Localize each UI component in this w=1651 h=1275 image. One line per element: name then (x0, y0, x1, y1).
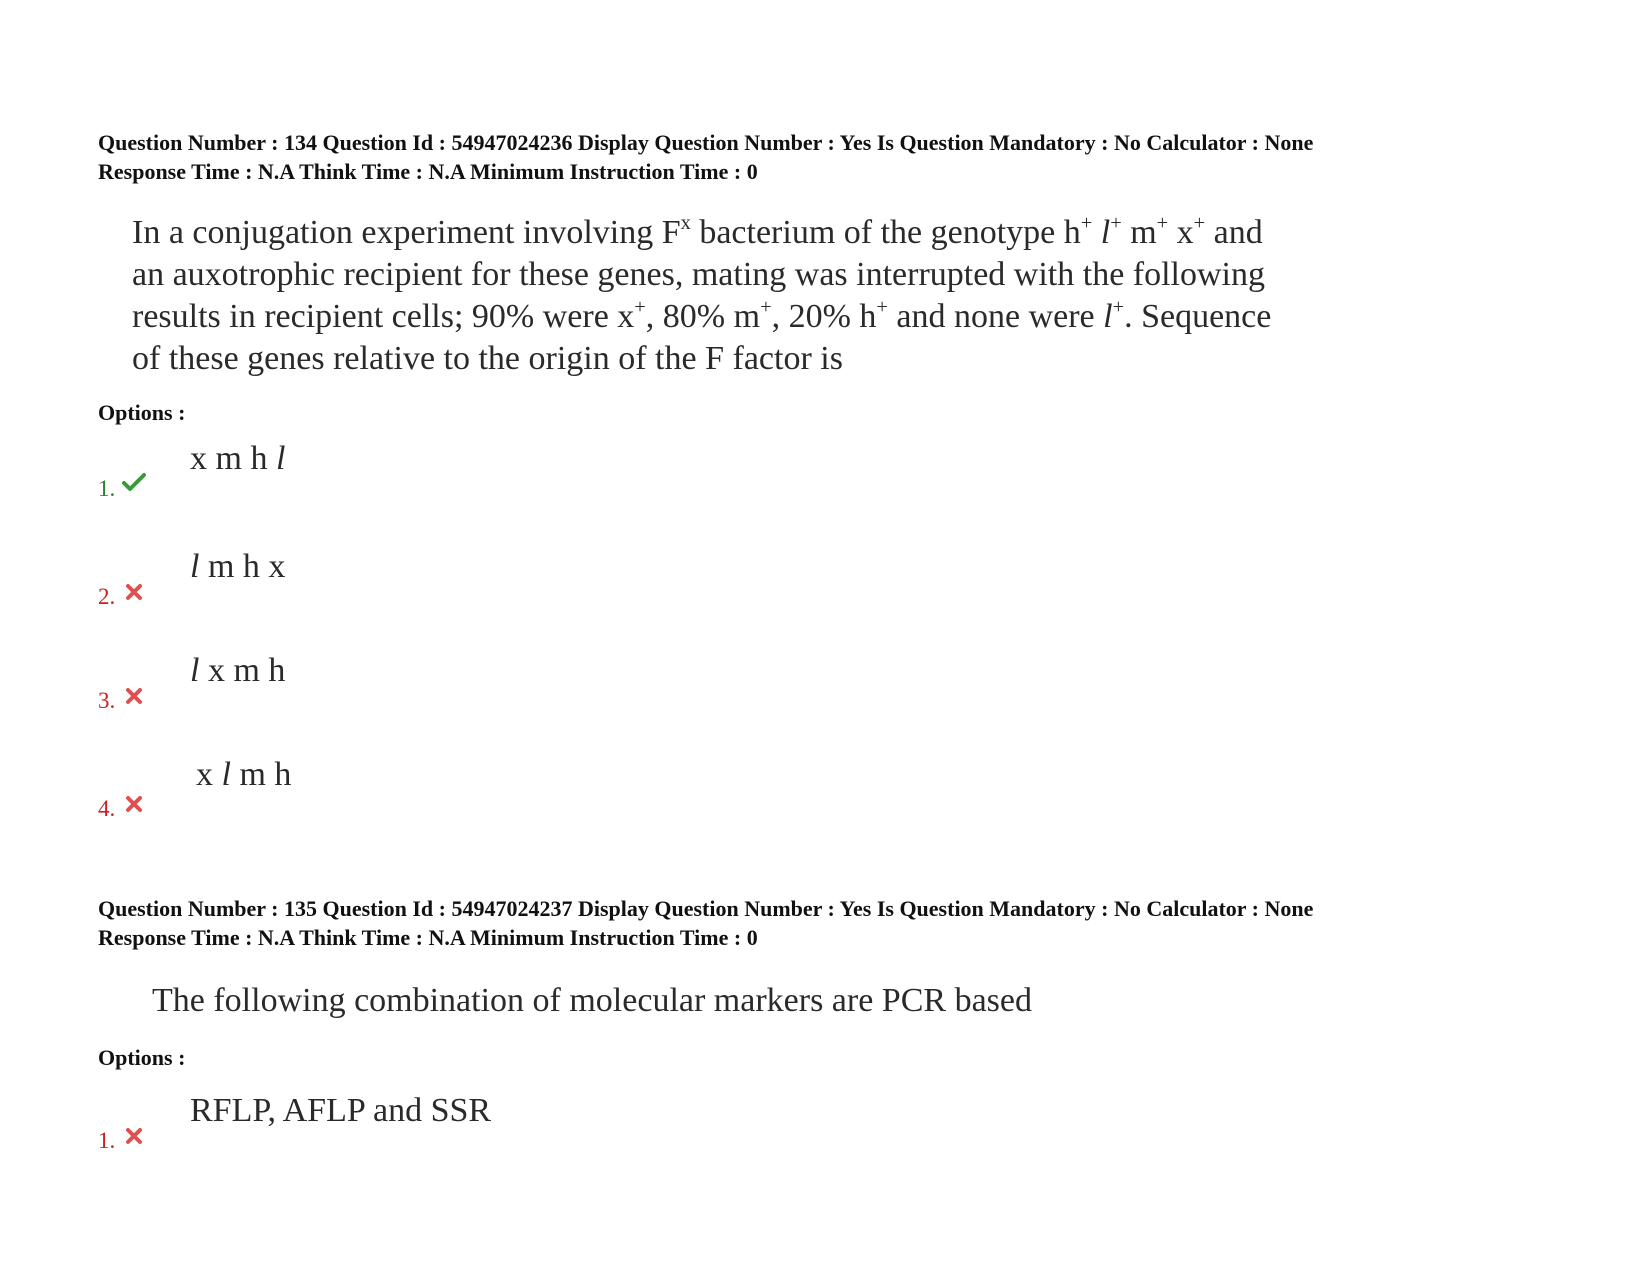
cross-icon (122, 582, 146, 602)
stem-line-2: an auxotrophic recipient for these genes, mating was interrupted with the following (132, 256, 1266, 293)
stem-line-1: In a conjugation experiment involving $F^x$ bacterium of the genotype h+ l+ m+ x+ and (132, 211, 1263, 251)
option-text: x m h l (190, 440, 286, 477)
option-1[interactable] (98, 1092, 898, 1152)
options-label: Options : (98, 1045, 186, 1070)
question-135-stem (152, 980, 1352, 1022)
option-number: 3. (98, 688, 116, 713)
question-meta-line2: Response Time : N.A Think Time : N.A Minimum Instruction Time : 0 (98, 159, 758, 184)
stem-line-1: The following combination of molecular markers are PCR based (152, 982, 1032, 1019)
cross-icon (122, 1126, 146, 1146)
option-3[interactable] (98, 652, 898, 712)
question-135-header (98, 894, 1578, 952)
option-text: l m h x (190, 548, 286, 585)
option-1[interactable] (98, 440, 898, 500)
option-number: 4. (98, 796, 116, 821)
check-icon (122, 472, 146, 492)
stem-line-3: results in recipient cells; 90% were x+, 80% m+, 20% h+ and none were l+. Sequence (132, 295, 1272, 335)
stem-line-4: of these genes relative to the origin of the F factor is (132, 340, 843, 377)
options-label: Options : (98, 400, 186, 425)
question-134-header (98, 128, 1578, 186)
option-number: 1. (98, 476, 116, 501)
option-2[interactable] (98, 548, 898, 608)
option-4[interactable] (98, 756, 898, 821)
option-text: x l m h (196, 756, 292, 793)
option-text: RFLP, AFLP and SSR (190, 1092, 492, 1129)
question-meta-line2: Response Time : N.A Think Time : N.A Minimum Instruction Time : 0 (98, 925, 758, 950)
question-meta-line1: Question Number : 134 Question Id : 54947024236 Display Question Number : Yes Is Question Mandatory : No Calculator : None (98, 130, 1314, 155)
cross-icon (122, 686, 146, 706)
question-134-stem (132, 212, 1372, 380)
option-text: l x m h (190, 652, 286, 689)
question-meta-line1: Question Number : 135 Question Id : 54947024237 Display Question Number : Yes Is Question Mandatory : No Calculator : None (98, 896, 1314, 921)
cross-icon (122, 794, 146, 814)
option-number: 1. (98, 1128, 116, 1153)
option-number: 2. (98, 584, 116, 609)
